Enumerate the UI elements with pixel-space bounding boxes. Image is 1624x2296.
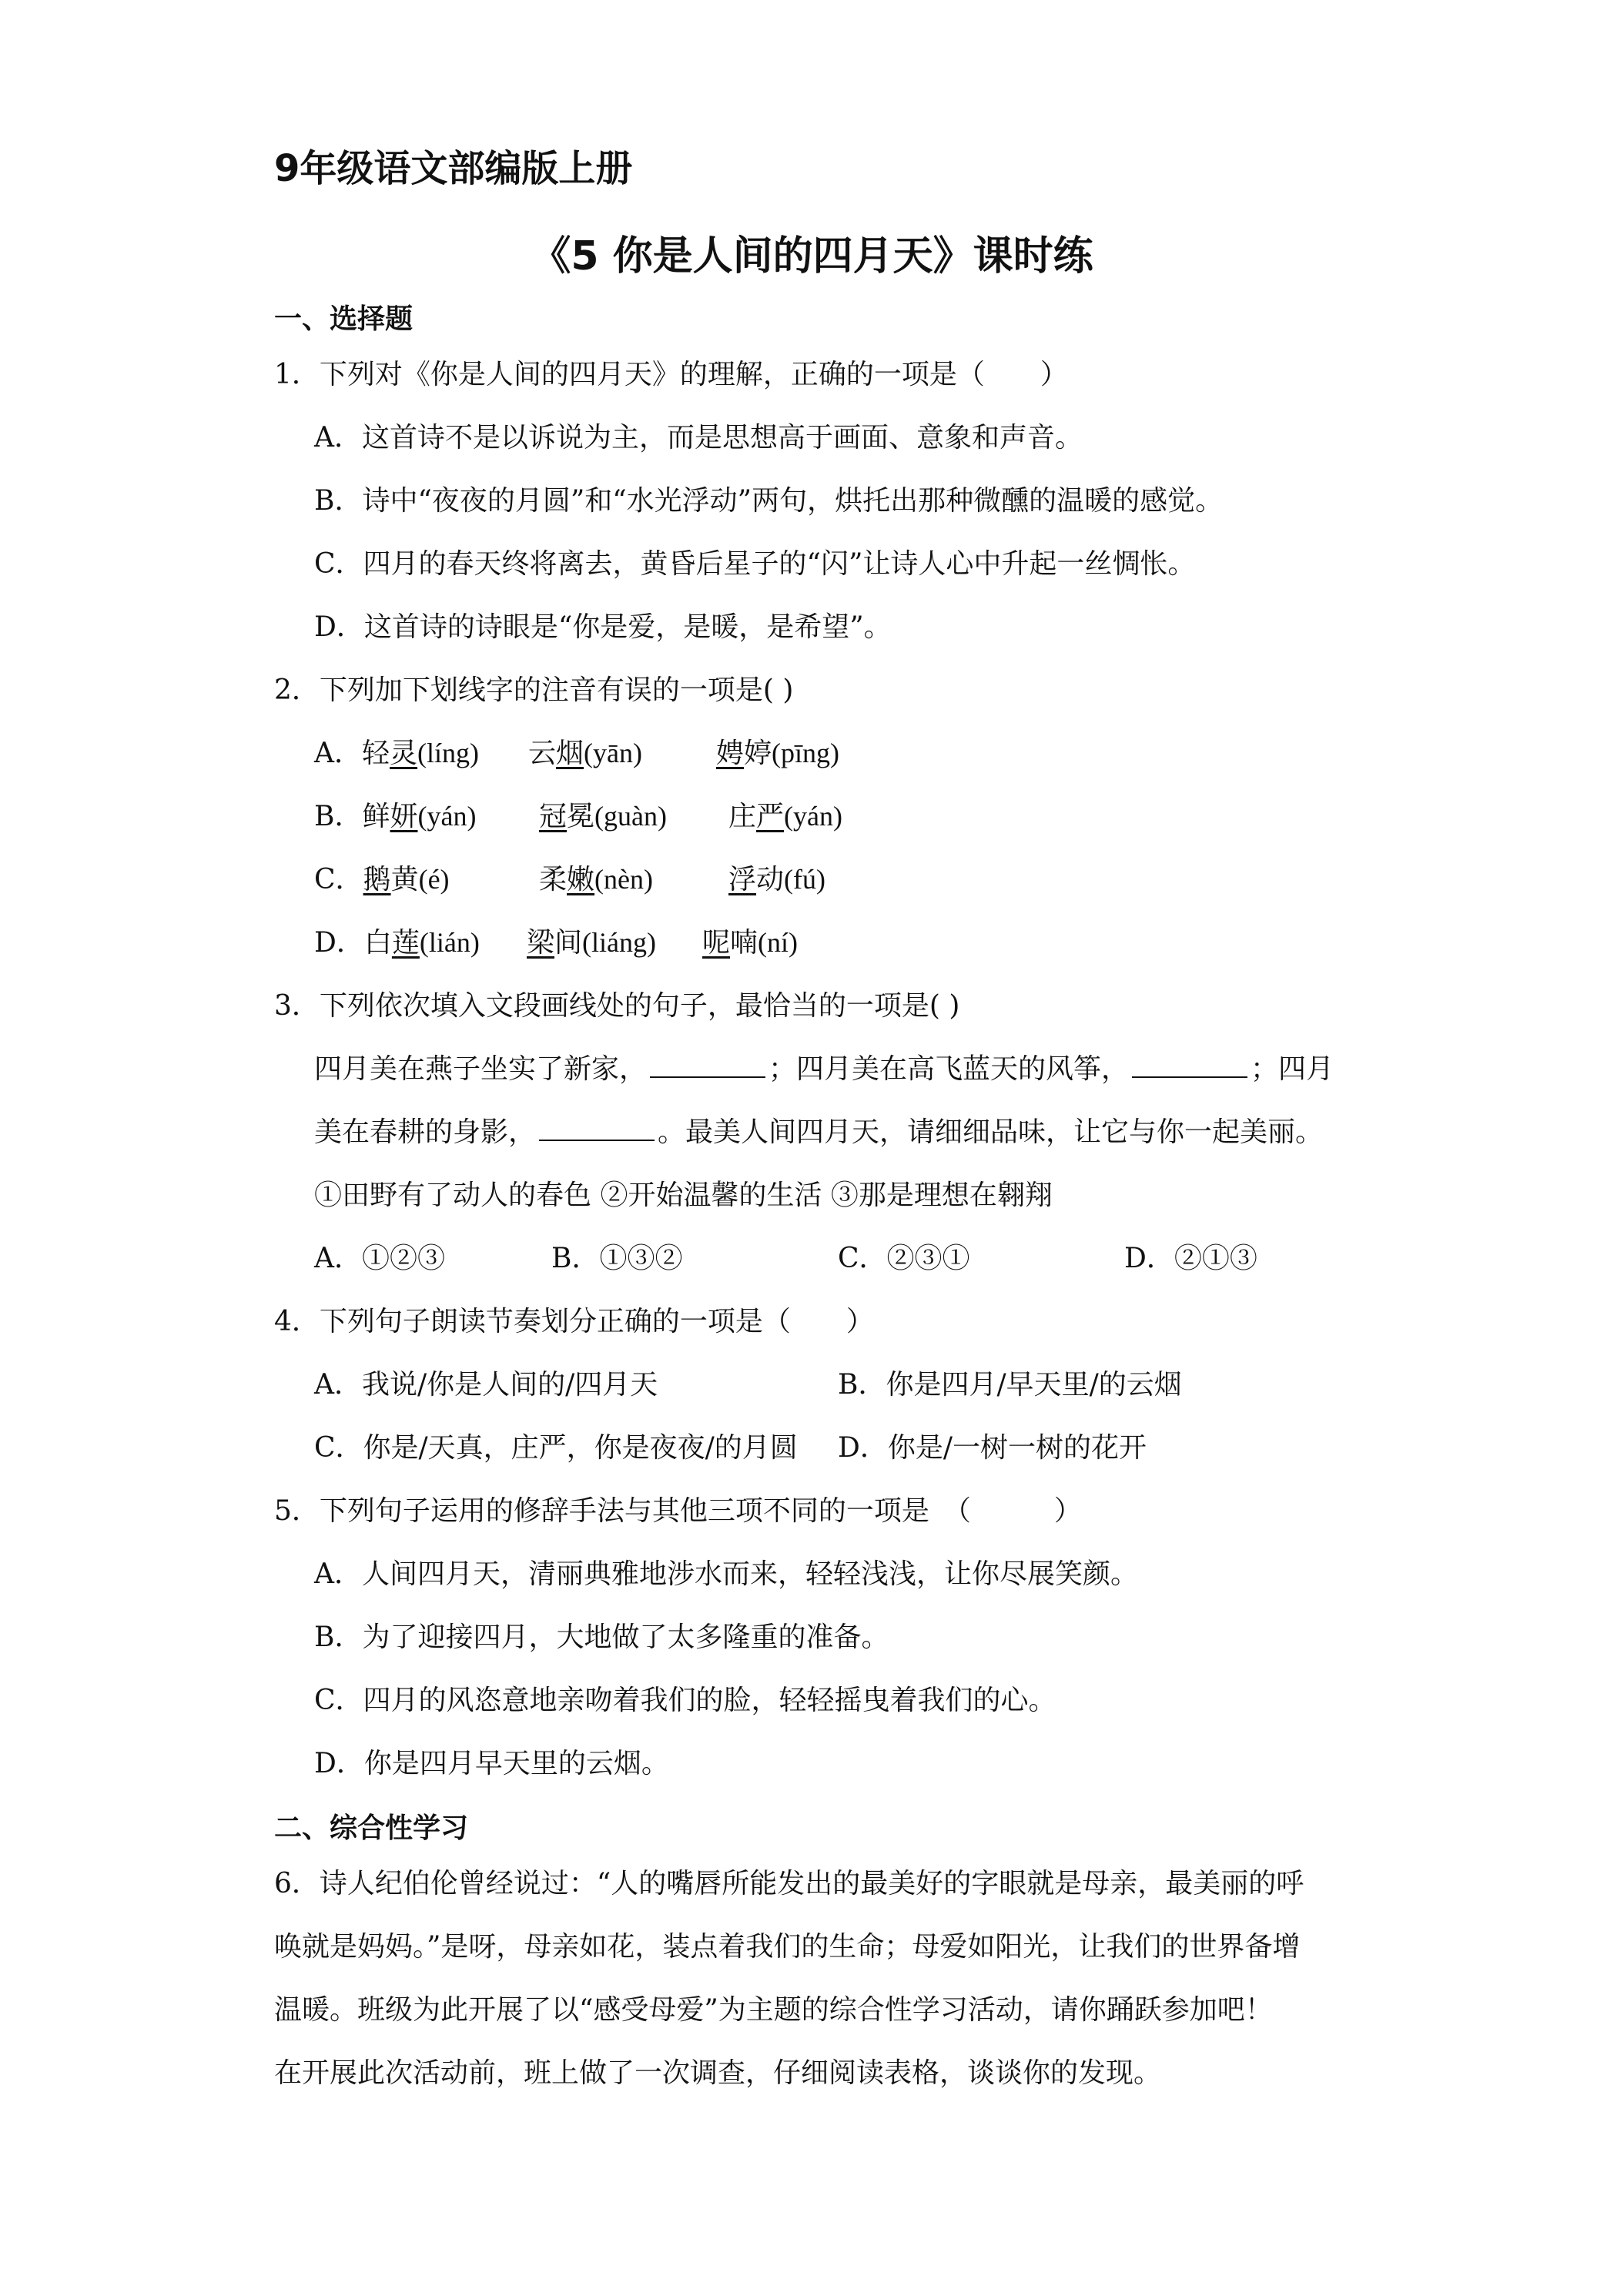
question-2-option-b — [314, 795, 476, 834]
word-char: 云 — [528, 738, 557, 769]
question-2-option-c-word-2 — [539, 858, 653, 897]
question-2-option-b-word-3 — [728, 795, 842, 834]
option-label: A． — [314, 738, 362, 769]
pinyin: (líng) — [417, 738, 480, 768]
question-6-line-4: 在开展此次活动前，班上做了一次调查，仔细阅读表格，谈谈你的发现。 — [274, 2057, 1162, 2089]
word-char: 白 — [363, 927, 392, 959]
word-char: 黄 — [390, 864, 419, 895]
word-char: 间 — [554, 927, 583, 959]
pinyin: (nèn) — [594, 864, 653, 895]
section-heading-choice: 一、选择题 — [274, 303, 414, 335]
underlined-char: 莲 — [391, 927, 420, 959]
underlined-char: 娉 — [716, 738, 745, 769]
question-2-option-c — [314, 858, 450, 897]
question-1-option-c: C．四月的春天终将离去，黄昏后星子的“闪”让诗人心中升起一丝惆怅。 — [314, 548, 1196, 580]
question-5-option-c: C．四月的风恣意地亲吻着我们的脸，轻轻摇曳着我们的心。 — [314, 1685, 1056, 1716]
question-3-items: ①田野有了动人的春色 ②开始温馨的生活 ③那是理想在翱翔 — [314, 1180, 1053, 1211]
question-3-option-a: A．①②③ — [314, 1243, 445, 1274]
question-1-stem: 1．下列对《你是人间的四月天》的理解，正确的一项是（ ） — [274, 359, 1068, 390]
question-6-line-2: 唤就是妈妈。”是呀，母亲如花，装点着我们的生命；母爱如阳光，让我们的世界备增 — [274, 1931, 1301, 1963]
question-4-option-d: D．你是/一树一树的花开 — [838, 1432, 1147, 1464]
word-char: 动 — [756, 864, 785, 895]
word-char: 柔 — [539, 864, 568, 895]
underlined-char: 冠 — [539, 801, 568, 832]
question-3-stem: 3．下列依次填入文段画线处的句子，最恰当的一项是( ) — [274, 990, 960, 1022]
underlined-char: 妍 — [390, 801, 418, 832]
question-5-option-b: B．为了迎接四月，大地做了太多隆重的准备。 — [314, 1622, 889, 1653]
fill-blank — [539, 1116, 655, 1141]
option-label: C． — [314, 864, 363, 895]
question-2-option-d-word-3 — [702, 921, 798, 960]
pinyin: (guàn) — [594, 801, 667, 832]
page-title: 《5 你是人间的四月天》课时练 — [531, 233, 1093, 279]
question-4-option-a: A．我说/你是人间的/四月天 — [314, 1369, 658, 1401]
question-2-option-c-word-3 — [728, 858, 825, 897]
word-char: 婷 — [744, 738, 772, 769]
word-char: 喃 — [730, 927, 758, 959]
pinyin: (liáng) — [582, 927, 656, 958]
question-3-option-d: D．②①③ — [1124, 1243, 1257, 1274]
question-2-option-a-word-2 — [528, 731, 642, 771]
question-4-stem: 4．下列句子朗读节奏划分正确的一项是（ ） — [274, 1306, 874, 1337]
question-2-option-a-word-3 — [716, 731, 839, 771]
pinyin: (yán) — [784, 801, 842, 832]
question-3-option-c: C．②③① — [838, 1243, 970, 1274]
question-1-option-b: B．诗中“夜夜的月圆”和“水光浮动”两句，烘托出那种微醺的温暖的感觉。 — [314, 485, 1224, 517]
word-char: 鲜 — [362, 801, 390, 832]
passage-text: ；四月美在高飞蓝天的风筝， — [768, 1053, 1130, 1085]
word-char: 庄 — [728, 801, 757, 832]
underlined-char: 嫩 — [567, 864, 595, 895]
fill-blank — [1132, 1053, 1247, 1078]
word-char: 轻 — [362, 738, 390, 769]
question-3-passage-line-2 — [314, 1110, 1323, 1150]
pinyin: (ní) — [758, 927, 799, 958]
option-label: B． — [314, 801, 363, 832]
section-heading-comprehensive: 二、综合性学习 — [274, 1812, 469, 1844]
question-1-option-a: A．这首诗不是以诉说为主，而是思想高于画面、意象和声音。 — [314, 422, 1083, 454]
question-6-line-3: 温暖。班级为此开展了以“感受母爱”为主题的综合性学习活动，请你踊跃参加吧！ — [274, 1994, 1273, 2026]
word-char: 冕 — [567, 801, 595, 832]
question-2-option-d — [314, 921, 480, 960]
question-2-option-a — [314, 731, 479, 771]
question-4-option-b: B．你是四月/早天里/的云烟 — [838, 1369, 1182, 1401]
question-3-passage-line-1 — [314, 1047, 1334, 1086]
question-5-stem: 5．下列句子运用的修辞手法与其他三项不同的一项是 （ ） — [274, 1495, 1082, 1527]
passage-text: 。最美人间四月天，请细细品味，让它与你一起美丽。 — [658, 1116, 1324, 1148]
pinyin: (fú) — [784, 864, 825, 895]
underlined-char: 鹅 — [363, 864, 391, 895]
option-label: D． — [314, 927, 364, 959]
passage-text: 四月美在燕子坐实了新家， — [314, 1053, 648, 1085]
underlined-char: 梁 — [527, 927, 555, 959]
underlined-char: 呢 — [702, 927, 731, 959]
question-2-option-b-word-2 — [539, 795, 667, 834]
pinyin: (é) — [418, 864, 450, 895]
pinyin: (yān) — [584, 738, 642, 768]
fill-blank — [650, 1053, 765, 1078]
question-4-option-c: C．你是/天真，庄严，你是夜夜/的月圆 — [314, 1432, 798, 1464]
underlined-char: 灵 — [390, 738, 418, 769]
question-5-option-a: A．人间四月天，清丽典雅地涉水而来，轻轻浅浅，让你尽展笑颜。 — [314, 1558, 1138, 1590]
question-5-option-d: D．你是四月早天里的云烟。 — [314, 1748, 669, 1779]
underlined-char: 烟 — [556, 738, 584, 769]
question-1-option-d: D．这首诗的诗眼是“你是爱，是暖，是希望”。 — [314, 611, 892, 643]
underlined-char: 浮 — [728, 864, 757, 895]
grade-heading: 9年级语文部编版上册 — [274, 147, 633, 190]
passage-text: 美在春耕的身影， — [314, 1116, 537, 1148]
question-2-option-d-word-2 — [527, 921, 656, 960]
question-3-option-b: B．①③② — [551, 1243, 683, 1274]
question-6-line-1: 6．诗人纪伯伦曾经说过：“人的嘴唇所能发出的最美好的字眼就是母亲，最美丽的呼 — [274, 1868, 1304, 1899]
passage-text: ；四月 — [1251, 1053, 1334, 1085]
question-2-stem: 2．下列加下划线字的注音有误的一项是( ) — [274, 674, 794, 706]
pinyin: (pīng) — [772, 738, 840, 768]
pinyin: (yán) — [417, 801, 477, 832]
underlined-char: 严 — [756, 801, 785, 832]
pinyin: (lián) — [419, 927, 480, 958]
